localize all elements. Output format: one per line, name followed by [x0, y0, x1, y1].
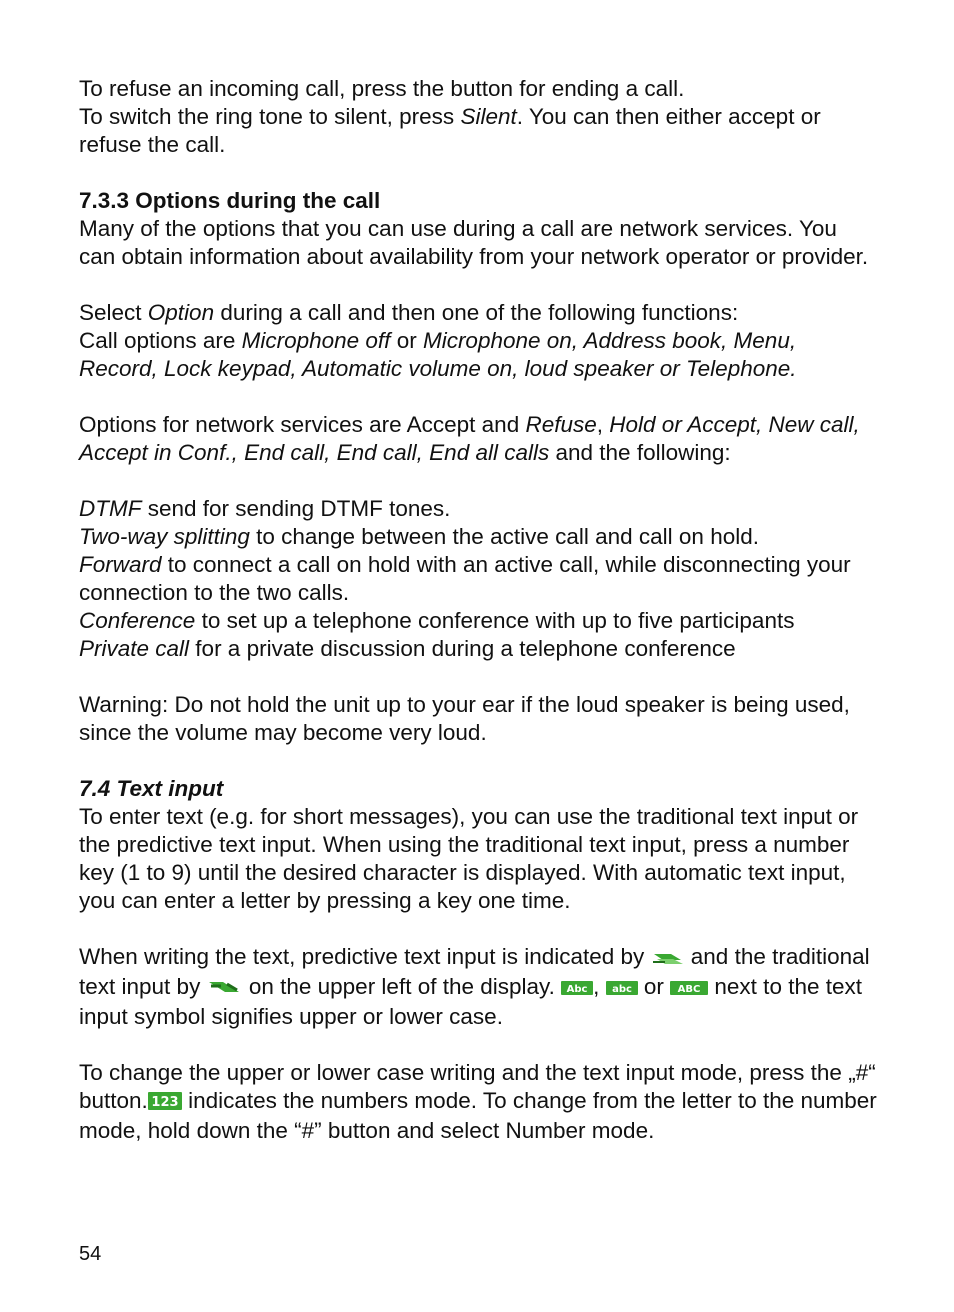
text-input-indicator-paragraph: When writing the text, predictive text input is indicated by and the traditional text input by on the upper left of the display. Abc , abc or ABC next to the text input symbol signifies upper or lower case. — [79, 944, 870, 1029]
traditional-input-icon — [207, 975, 243, 1003]
network-services-paragraph: Options for network services are Accept and Refuse, Hold or Accept, New call, Accept in Conf., End call, End call, End all calls and the following: — [79, 412, 860, 465]
section-heading-options: 7.3.3 Options during the call — [79, 188, 381, 213]
abc-upper-case-icon — [670, 975, 708, 1003]
network-functions-list: DTMF send for sending DTMF tones. Two-way splitting to change between the active call and call on hold. Forward to connect a call on hold with an active call, while disconnecting your connection to the two calls. Conference to set up a telephone conference with up to five participants Private call for a private discussion during a telephone conference — [79, 496, 851, 661]
numbers-mode-label: 123 — [151, 1095, 179, 1110]
abc-upper-label: ABC — [677, 984, 701, 995]
abc-lower-case-icon — [606, 975, 638, 1003]
abc-title-case-icon — [561, 975, 593, 1003]
abc-lower-label: abc — [611, 984, 632, 995]
options-intro: Many of the options that you can use during a call are network services. You can obtain information about availability from your network operator or provider. — [79, 216, 869, 269]
refuse-call-text: To refuse an incoming call, press the button for ending a call. To switch the ring tone to silent, press Silent. You can then either accept or refuse the call. — [79, 76, 821, 157]
abc-title-label: Abc — [566, 984, 588, 995]
numbers-mode-icon — [148, 1089, 182, 1117]
text-input-intro: To enter text (e.g. for short messages), you can use the traditional text input or the predictive text input. When using the traditional text input, press a number key (1 to 9) until the desired character is displayed. With automatic text input, you can enter a letter by pressing a key one time. — [79, 804, 859, 913]
change-mode-paragraph: To change the upper or lower case writing and the text input mode, press the „#“ button. 123 indicates the numbers mode. To change from the letter to the number mode, hold down the “#” button and select Number mode. — [79, 1060, 877, 1143]
section-heading-text-input: 7.4 Text input — [79, 776, 224, 801]
call-options-paragraph: Select Option during a call and then one of the following functions: Call options are Microphone off or Microphone on, Address book, Menu, Record, Lock keypad, Automatic volume on, loud speaker or Telephone. — [79, 300, 797, 381]
predictive-input-icon — [651, 945, 685, 973]
loudspeaker-warning: Warning: Do not hold the unit up to your ear if the loud speaker is being used, since the volume may become very loud. — [79, 692, 850, 745]
page-number: 54 — [79, 1243, 102, 1265]
page-content — [79, 75, 879, 1145]
